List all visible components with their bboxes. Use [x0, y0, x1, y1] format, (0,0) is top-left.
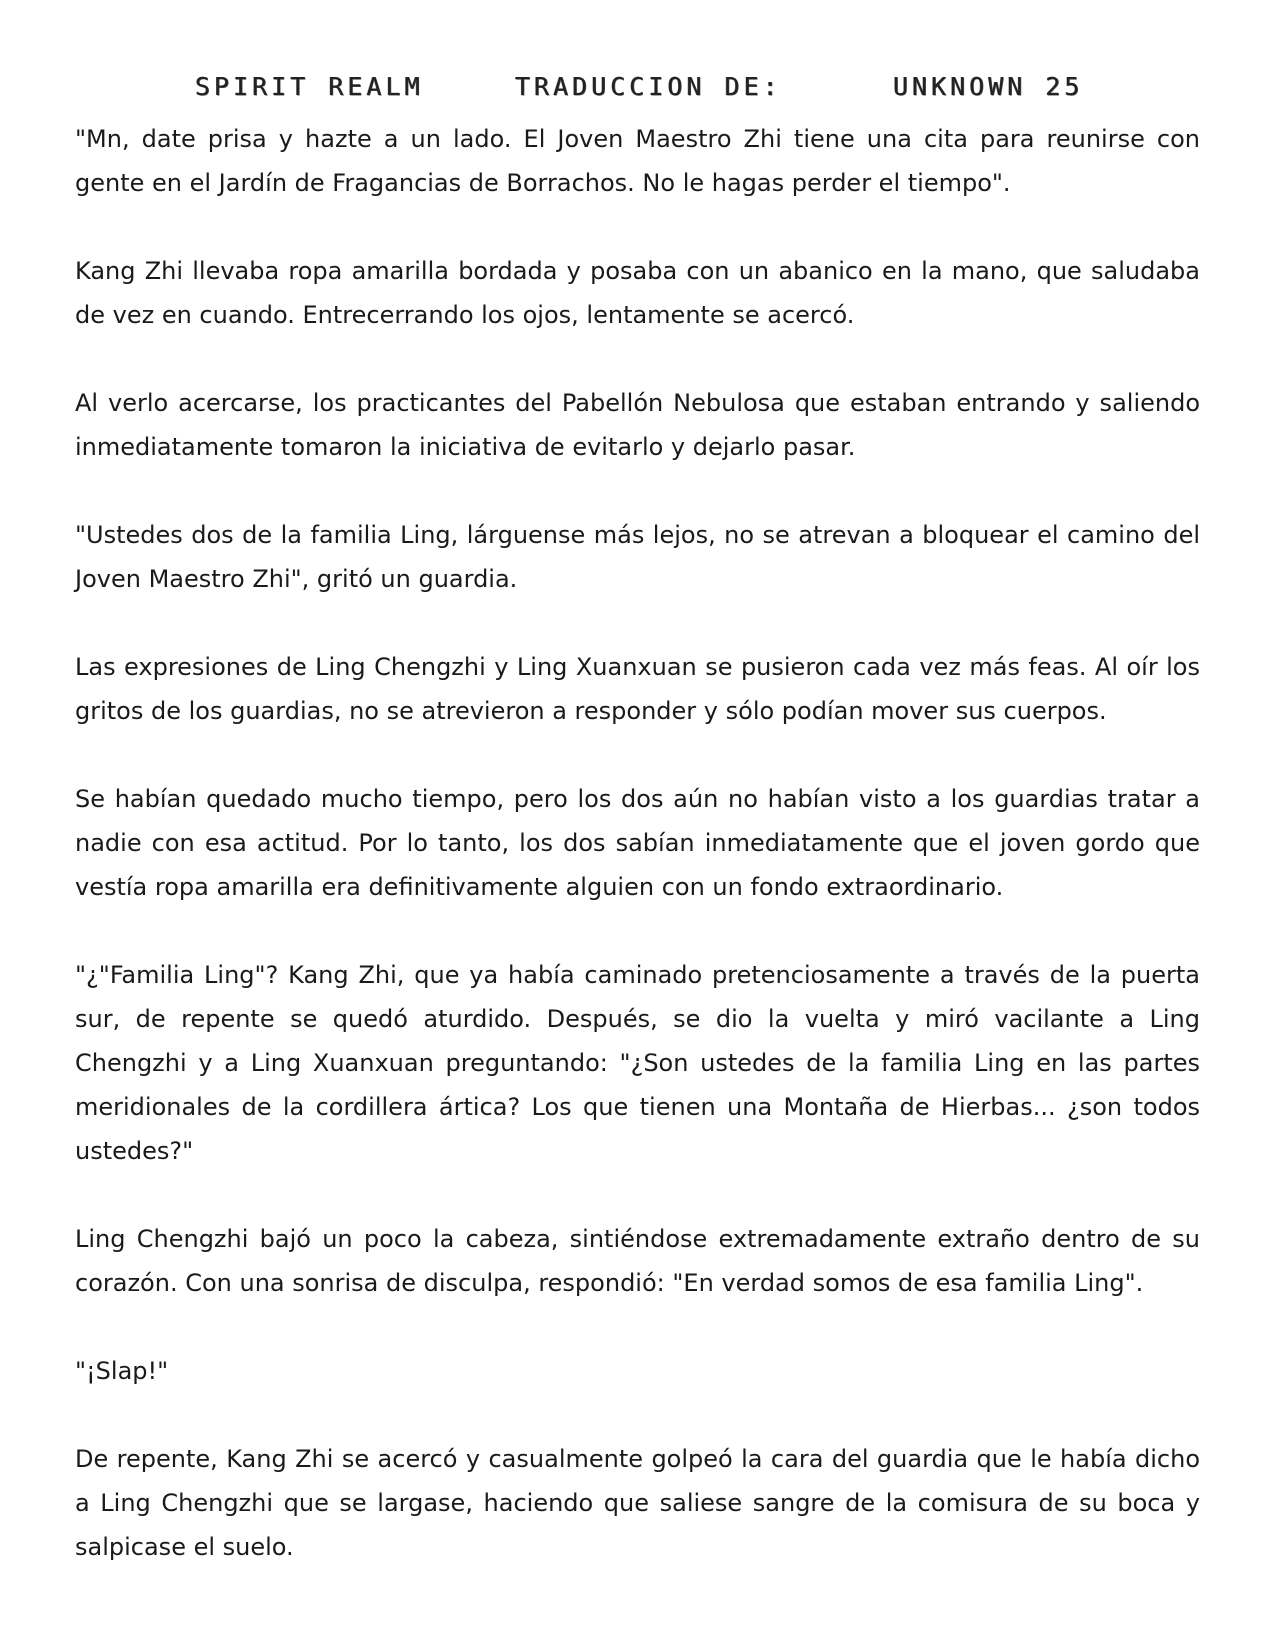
- paragraph: "¡Slap!": [75, 1357, 169, 1385]
- paragraph: Kang Zhi llevaba ropa amarilla bordada y posaba con un abanico en la mano, que saludaba de vez en cuando. Entrecerrando los ojos, lentamente se acercó.: [75, 257, 1200, 329]
- header-translator-name: UNKNOWN 25: [893, 72, 1084, 101]
- body-text: [75, 117, 1200, 1569]
- paragraph: Ling Chengzhi bajó un poco la cabeza, sintiéndose extremadamente extraño dentro de su corazón. Con una sonrisa de disculpa, respondió: "En verdad somos de esa familia Ling".: [75, 1225, 1200, 1297]
- header-translation-label: TRADUCCION DE:: [515, 72, 782, 101]
- paragraph: Las expresiones de Ling Chengzhi y Ling Xuanxuan se pusieron cada vez más feas. Al oír los gritos de los guardias, no se atrevieron a responder y sólo podían mover sus cuerpos.: [75, 653, 1200, 725]
- paragraph: De repente, Kang Zhi se acercó y casualmente golpeó la cara del guardia que le había dicho a Ling Chengzhi que se largase, haciendo que saliese sangre de la comisura de su boca y salpicase el suelo.: [75, 1445, 1200, 1561]
- paragraph: "Mn, date prisa y hazte a un lado. El Joven Maestro Zhi tiene una cita para reunirse con gente en el Jardín de Fragancias de Borrachos. No le hagas perder el tiempo".: [75, 125, 1200, 197]
- page-header: [0, 72, 1275, 112]
- header-series-title: SPIRIT REALM: [195, 72, 424, 101]
- paragraph: "Ustedes dos de la familia Ling, lárguense más lejos, no se atrevan a bloquear el camino del Joven Maestro Zhi", gritó un guardia.: [75, 521, 1200, 593]
- paragraph: "¿"Familia Ling"? Kang Zhi, que ya había caminado pretenciosamente a través de la puerta sur, de repente se quedó aturdido. Después, se dio la vuelta y miró vacilante a Ling Chengzhi y a Ling Xuanxuan preguntando: "¿Son ustedes de la familia Ling en las partes meridionales de la cordillera ártica? Los que tienen una Montaña de Hierbas... ¿son todos ustedes?": [75, 961, 1200, 1165]
- paragraph: Se habían quedado mucho tiempo, pero los dos aún no habían visto a los guardias tratar a nadie con esa actitud. Por lo tanto, los dos sabían inmediatamente que el joven gordo que vestía ropa amarilla era definitivamente alguien con un fondo extraordinario.: [75, 785, 1200, 901]
- paragraph: Al verlo acercarse, los practicantes del Pabellón Nebulosa que estaban entrando y saliendo inmediatamente tomaron la iniciativa de evitarlo y dejarlo pasar.: [75, 389, 1200, 461]
